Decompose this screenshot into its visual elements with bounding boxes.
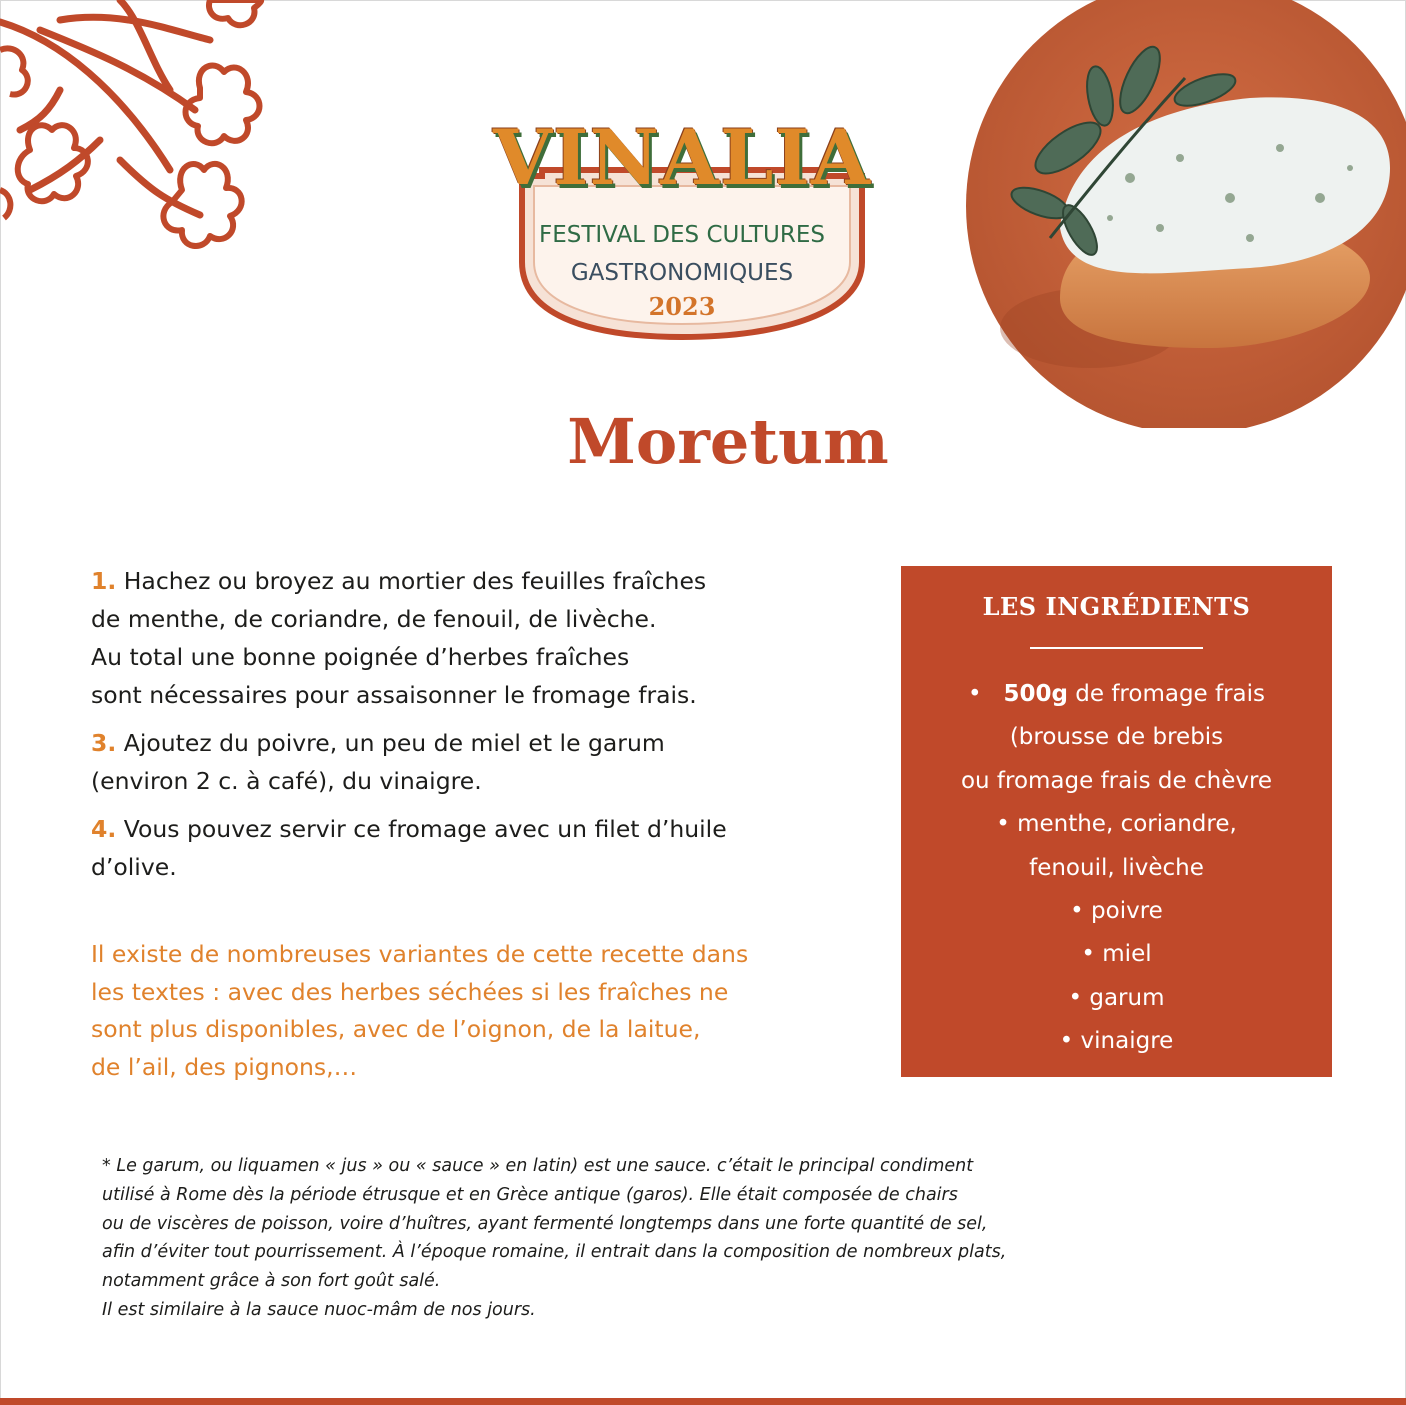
ingredient-line: • garum xyxy=(1068,984,1165,1011)
footnote-line: ou de viscères de poisson, voire d’huîtres, ayant fermenté longtemps dans une forte quantité de sel, xyxy=(102,1213,988,1234)
step-4 xyxy=(91,810,791,886)
ingredients-list xyxy=(901,673,1332,1064)
step-number: 1. xyxy=(91,567,117,595)
bullet: • xyxy=(967,681,982,707)
ingredient-line: fenouil, livèche xyxy=(1029,854,1204,881)
variants-line: les textes : avec des herbes séchées si les fraîches ne xyxy=(91,977,729,1006)
ingredients-box xyxy=(901,566,1332,1077)
step-text-line: Hachez ou broyez au mortier des feuilles fraîches xyxy=(123,567,707,595)
footnote-line: utilisé à Rome dès la période étrusque et en Grèce antique (garos). Elle était composée de chairs xyxy=(102,1184,958,1205)
step-text-line: (environ 2 c. à café), du vinaigre. xyxy=(91,767,482,795)
variants-line: de l’ail, des pignons,… xyxy=(91,1052,358,1081)
ingredients-title: LES INGRÉDIENTS xyxy=(982,592,1251,621)
variants-line: sont plus disponibles, avec de l’oignon, de la laitue, xyxy=(91,1015,701,1043)
ingredient-line: • miel xyxy=(1081,941,1152,968)
bottom-rule xyxy=(0,1398,1406,1405)
ingredients-divider xyxy=(1030,647,1203,649)
step-number: 4. xyxy=(91,815,117,843)
recipe-title: Moretum xyxy=(567,405,889,478)
step-text-line: de menthe, de coriandre, de fenouil, de livèche. xyxy=(91,605,657,633)
step-text-line: d’olive. xyxy=(91,853,177,881)
ingredient-line: ou fromage frais de chèvre xyxy=(960,767,1273,794)
ingredient-line: • menthe, coriandre, xyxy=(996,811,1237,838)
variants-note xyxy=(91,936,791,1086)
step-text-line: Ajoutez du poivre, un peu de miel et le garum xyxy=(123,729,665,757)
step-text-line: sont nécessaires pour assaisonner le fromage frais. xyxy=(91,681,697,709)
step-text-line: Vous pouvez servir ce fromage avec un filet d’huile xyxy=(123,815,727,843)
step-number: 3. xyxy=(91,729,117,757)
logo-subtitle-line2: GASTRONOMIQUES xyxy=(570,260,794,286)
variants-line: Il existe de nombreuses variantes de cette recette dans xyxy=(91,940,749,968)
leaf-branch-decoration xyxy=(0,0,280,280)
vinalia-logo xyxy=(462,112,902,344)
ingredient-line: • vinaigre xyxy=(1059,1028,1174,1055)
logo-year: 2023 xyxy=(648,292,716,321)
footnote-line: notamment grâce à son fort goût salé. xyxy=(102,1271,441,1292)
ingredient-amount: 500g xyxy=(1003,681,1068,707)
ingredient-line: • poivre xyxy=(1070,898,1163,925)
footnote-line: afin d’éviter tout pourrissement. À l’époque romaine, il entrait dans la composition de nombreux plats, xyxy=(102,1242,1007,1263)
logo-subtitle-line1: FESTIVAL DES CULTURES xyxy=(538,222,825,248)
step-text-line: Au total une bonne poignée d’herbes fraîches xyxy=(91,643,630,671)
garum-footnote xyxy=(102,1152,1062,1325)
logo-title: VINALIA xyxy=(493,113,871,202)
recipe-steps xyxy=(91,562,791,896)
ingredient-line xyxy=(901,673,1332,716)
footnote-line: Il est similaire à la sauce nuoc-mâm de nos jours. xyxy=(102,1299,536,1320)
dish-photo xyxy=(950,0,1406,428)
ingredient-line: (brousse de brebis xyxy=(1009,724,1224,751)
ingredient-text: de fromage frais xyxy=(1075,681,1266,707)
footnote-line: * Le garum, ou liquamen « jus » ou « sauce » en latin) est une sauce. c’était le principal condiment xyxy=(102,1156,974,1176)
step-3 xyxy=(91,724,791,800)
step-1 xyxy=(91,562,791,714)
